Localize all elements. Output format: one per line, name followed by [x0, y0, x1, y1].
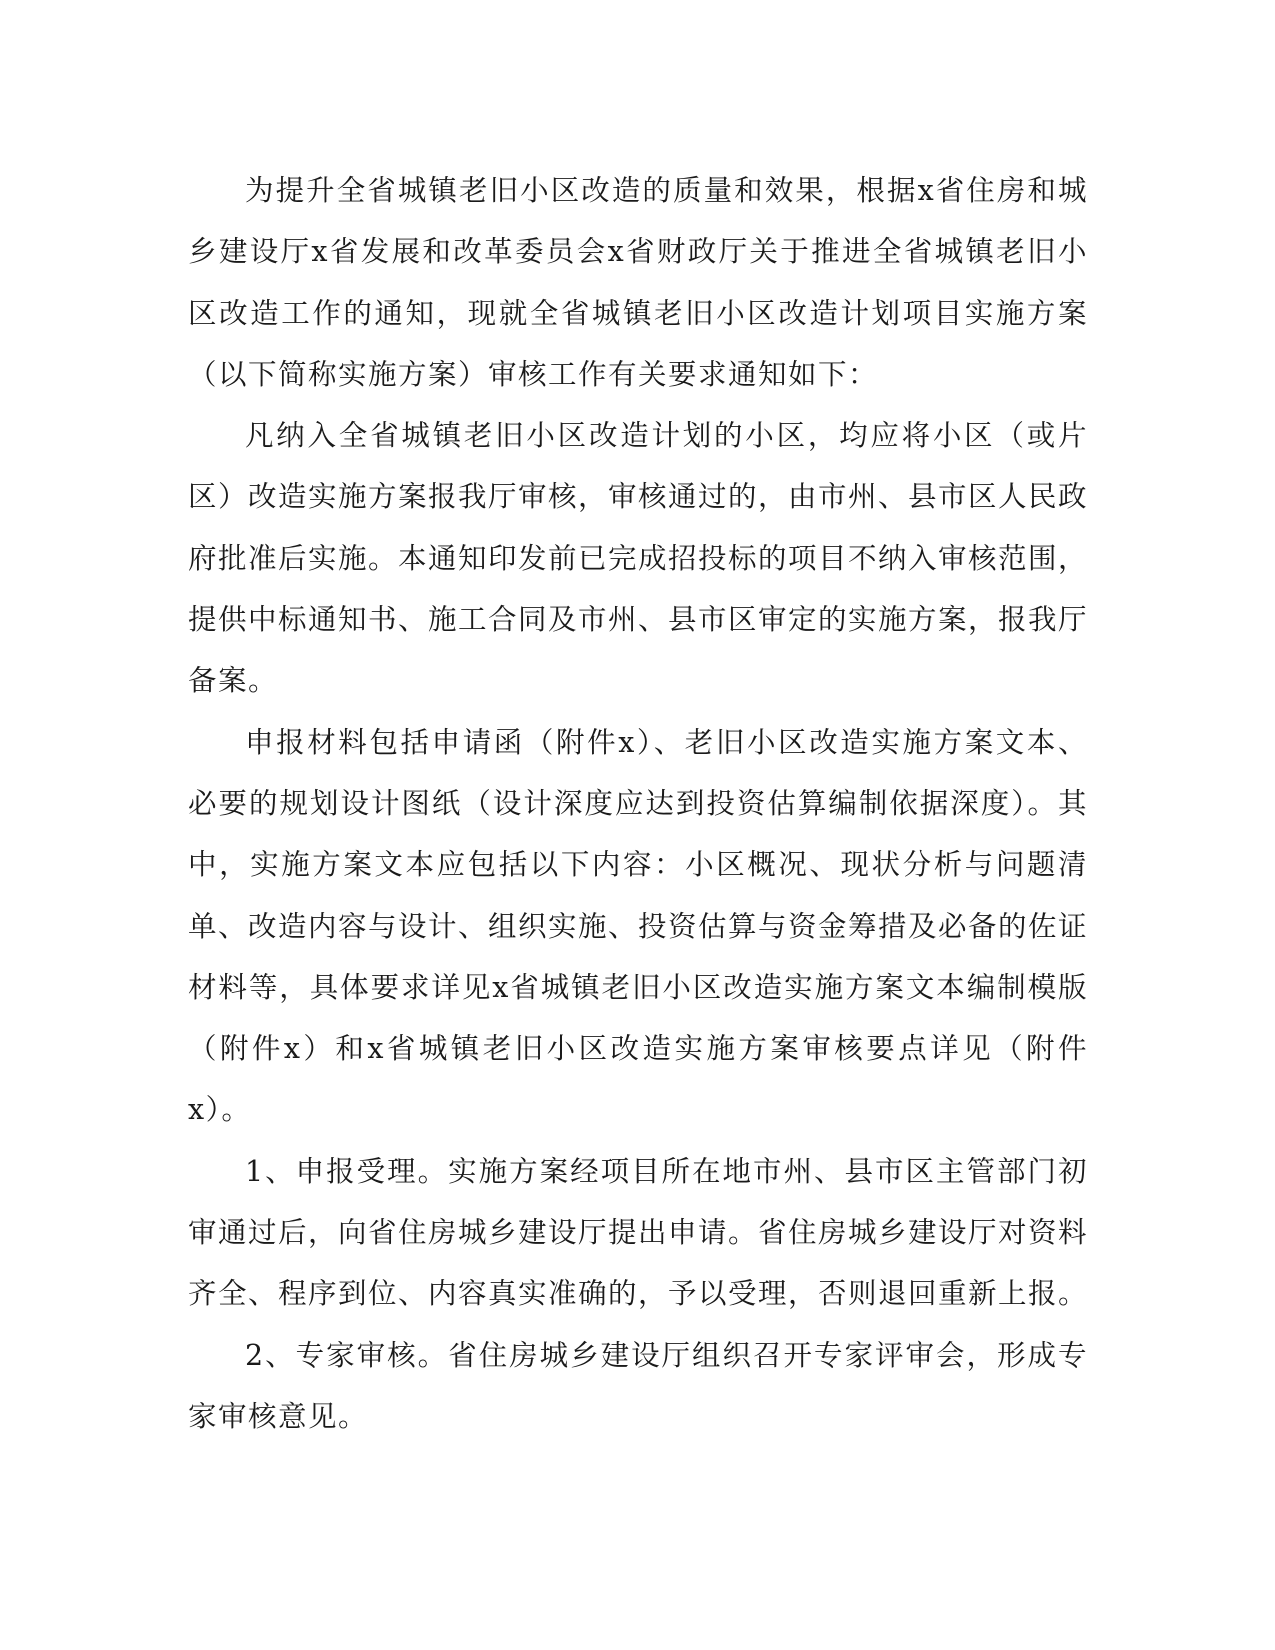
paragraph-intro: 为提升全省城镇老旧小区改造的质量和效果，根据x省住房和城乡建设厅x省发展和改革委员会x省财政厅关于推进全省城镇老旧小区改造工作的通知，现就全省城镇老旧小区改造计划项目实施方案（以下简称实施方案）审核工作有关要求通知如下： — [188, 174, 1088, 391]
paragraph-materials: 申报材料包括申请函（附件x）、老旧小区改造实施方案文本、必要的规划设计图纸（设计深度应达到投资估算编制依据深度）。其中，实施方案文本应包括以下内容：小区概况、现状分析与问题清单、改造内容与设计、组织实施、投资估算与资金筹措及必备的佐证材料等，具体要求详见x省城镇老旧小区改造实施方案文本编制模版（附件x）和x省城镇老旧小区改造实施方案审核要点详见（附件x）。 — [188, 725, 1089, 1127]
paragraph-scope: 凡纳入全省城镇老旧小区改造计划的小区，均应将小区（或片区）改造实施方案报我厅审核，审核通过的，由市州、县市区人民政府批准后实施。本通知印发前已完成招投标的项目不纳入审核范围，提供中标通知书、施工合同及市州、县市区审定的实施方案，报我厅备案。 — [188, 419, 1089, 698]
document-body — [188, 160, 1088, 1447]
paragraph-step-2: 2、专家审核。省住房城乡建设厅组织召开专家评审会，形成专家审核意见。 — [188, 1338, 1088, 1433]
paragraph-step-1: 1、申报受理。实施方案经项目所在地市州、县市区主管部门初审通过后，向省住房城乡建设厅提出申请。省住房城乡建设厅对资料齐全、程序到位、内容真实准确的，予以受理，否则退回重新上报。 — [188, 1154, 1089, 1311]
